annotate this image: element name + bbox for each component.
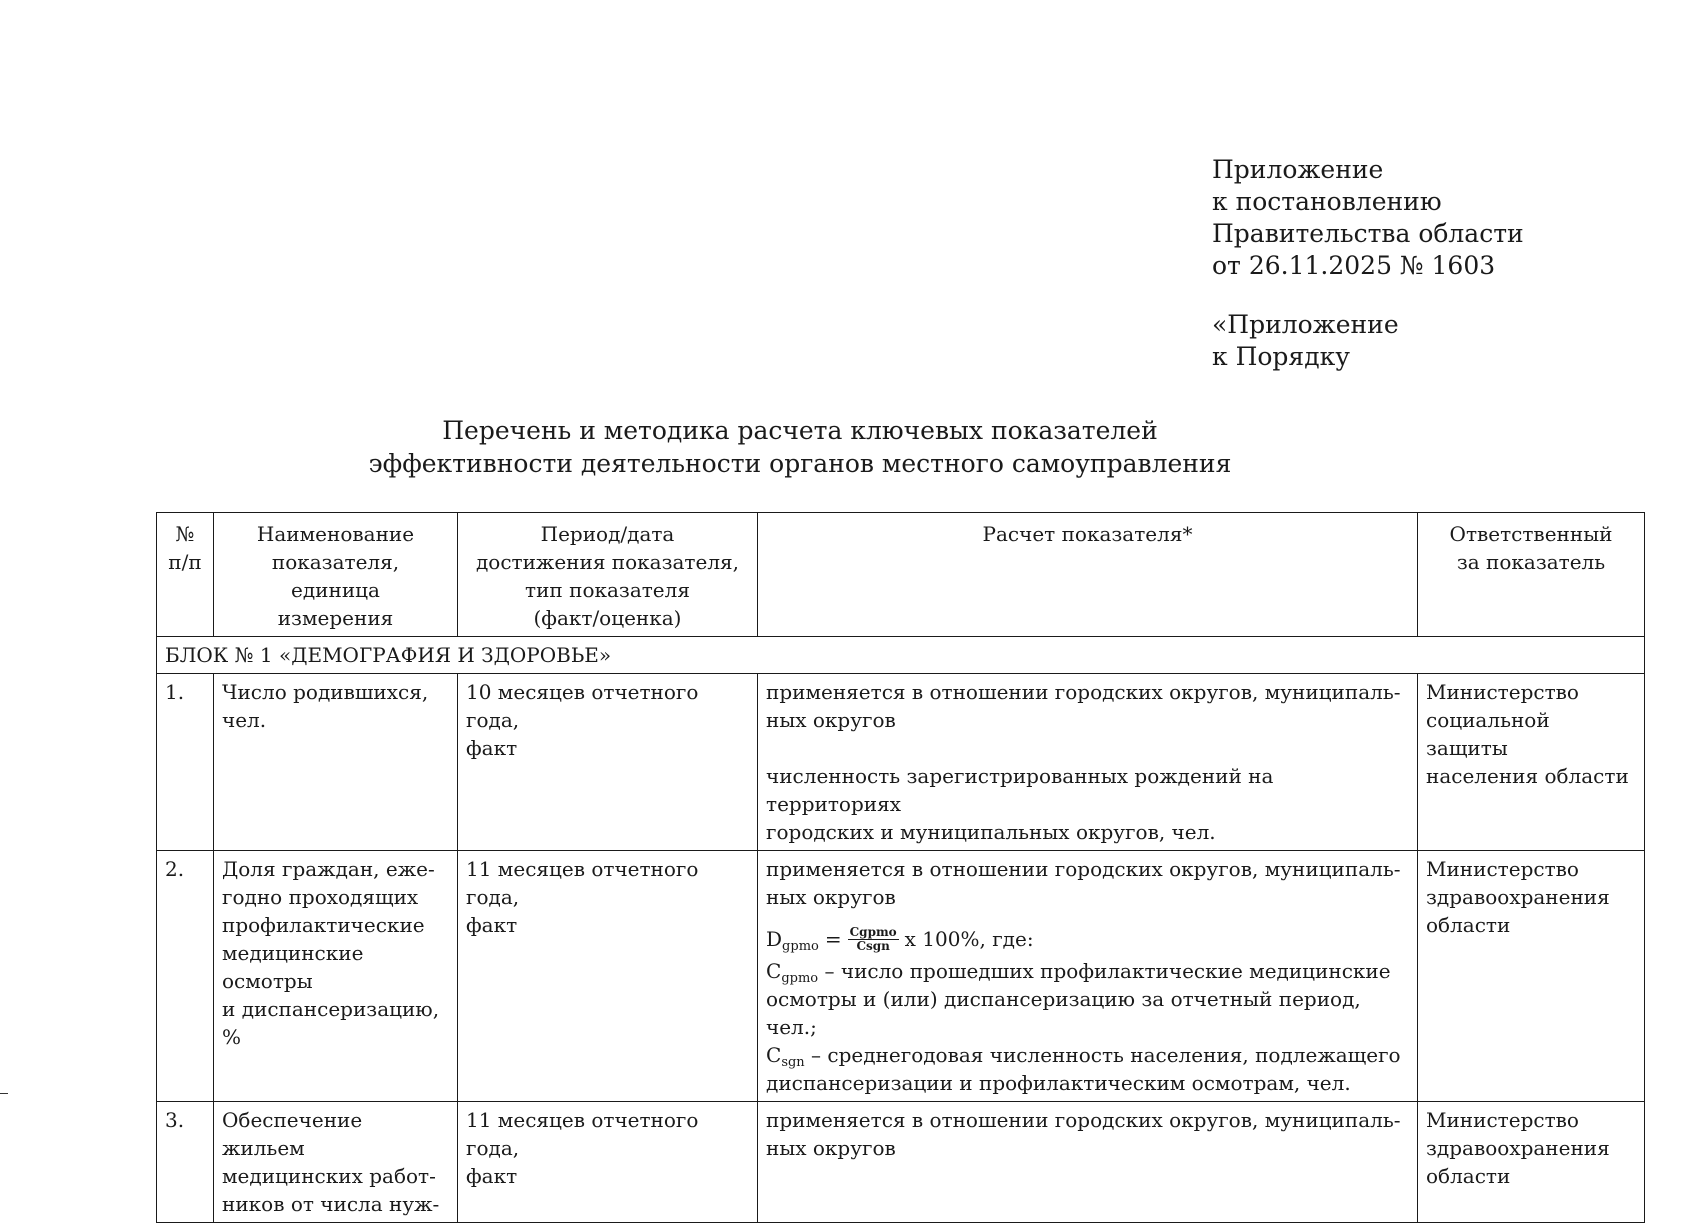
- row-name: Число родившихся, чел.: [214, 674, 458, 851]
- block-header-row: [157, 637, 1645, 674]
- indicators-table: [156, 512, 1645, 1223]
- table-header-row: [157, 513, 1645, 637]
- row-name: Доля граждан, еже- годно проходящих профилактические медицинские осмотры и диспансеризацию, %: [214, 851, 458, 1102]
- row-num: 1.: [157, 674, 214, 851]
- title-line: Перечень и методика расчета ключевых показателей: [442, 416, 1158, 445]
- formula-definition: $C_{gpmo}$ – число прошедших профилактические медицинские осмотры и (или) диспансеризацию за отчетный период, чел.;: [766, 959, 1391, 1039]
- header-cell-resp: Ответственный за показатель: [1418, 513, 1645, 637]
- document-title: [300, 414, 1300, 480]
- formula-definition: $C_{sgn}$ – среднегодовая численность населения, подлежащего диспансеризации и профилактическим осмотрам, чел.: [766, 1043, 1401, 1095]
- row-period: 11 месяцев отчетного года, факт: [458, 1102, 758, 1223]
- margin-mark: [0, 1093, 8, 1094]
- row-name: Обеспечение жильем медицинских работ- ников от числа нуж-: [214, 1102, 458, 1223]
- table-row: [157, 851, 1645, 1102]
- row-responsible: Министерство социальной защиты населения области: [1418, 674, 1645, 851]
- header-gap: [1212, 282, 1524, 309]
- header-cell-calc: Расчет показателя*: [758, 513, 1418, 637]
- title-line: эффективности деятельности органов местного самоуправления: [368, 449, 1232, 478]
- formula: $D_{gpmo}$ = $\frac{\text{Cgpmo}}{\text{Csgn}}$ x 100%, где:: [766, 924, 1034, 954]
- header-line: Приложение: [1212, 155, 1384, 184]
- header-cell-name: Наименование показателя, единица измерения: [214, 513, 458, 637]
- row-period: 10 месяцев отчетного года, факт: [458, 674, 758, 851]
- table-row: [157, 674, 1645, 851]
- row-calc: применяется в отношении городских округов, муниципаль- ных округов $D_{gpmo}$ = $\frac{\text{Cgpmo}}{\text{Csgn}}$ x 100%, где: $C_{gpmo}$ – число прошедших профилактические медицинские осмотры и (или) диспансеризацию за отчетный период, чел.; $C_{sgn}$ – среднегодовая численность населения, подлежащего диспансеризации и профилактическим осмотрам, чел.: [758, 851, 1418, 1102]
- block-title: БЛОК № 1 «ДЕМОГРАФИЯ И ЗДОРОВЬЕ»: [157, 637, 1645, 674]
- row-calc: применяется в отношении городских округов, муниципаль- ных округов: [758, 1102, 1418, 1223]
- formula-fraction: $\frac{\text{Cgpmo}}{\text{Csgn}}$: [849, 924, 897, 953]
- header-line: к постановлению: [1212, 187, 1442, 216]
- row-responsible: Министерство здравоохранения области: [1418, 1102, 1645, 1223]
- header-line: «Приложение: [1212, 310, 1399, 339]
- header-line: к Порядку: [1212, 342, 1350, 371]
- row-calc: применяется в отношении городских округов, муниципаль- ных округов численность зарегистрированных рождений на территориях городских и муниципальных округов, чел.: [758, 674, 1418, 851]
- table-row: [157, 1102, 1645, 1223]
- header-cell-period: Период/дата достижения показателя, тип показателя (факт/оценка): [458, 513, 758, 637]
- row-num: 3.: [157, 1102, 214, 1223]
- header-line: Правительства области: [1212, 219, 1524, 248]
- row-num: 2.: [157, 851, 214, 1102]
- row-responsible: Министерство здравоохранения области: [1418, 851, 1645, 1102]
- header-cell-num: № п/п: [157, 513, 214, 637]
- appendix-header: [1212, 154, 1524, 373]
- row-period: 11 месяцев отчетного года, факт: [458, 851, 758, 1102]
- header-line: от 26.11.2025 № 1603: [1212, 251, 1496, 280]
